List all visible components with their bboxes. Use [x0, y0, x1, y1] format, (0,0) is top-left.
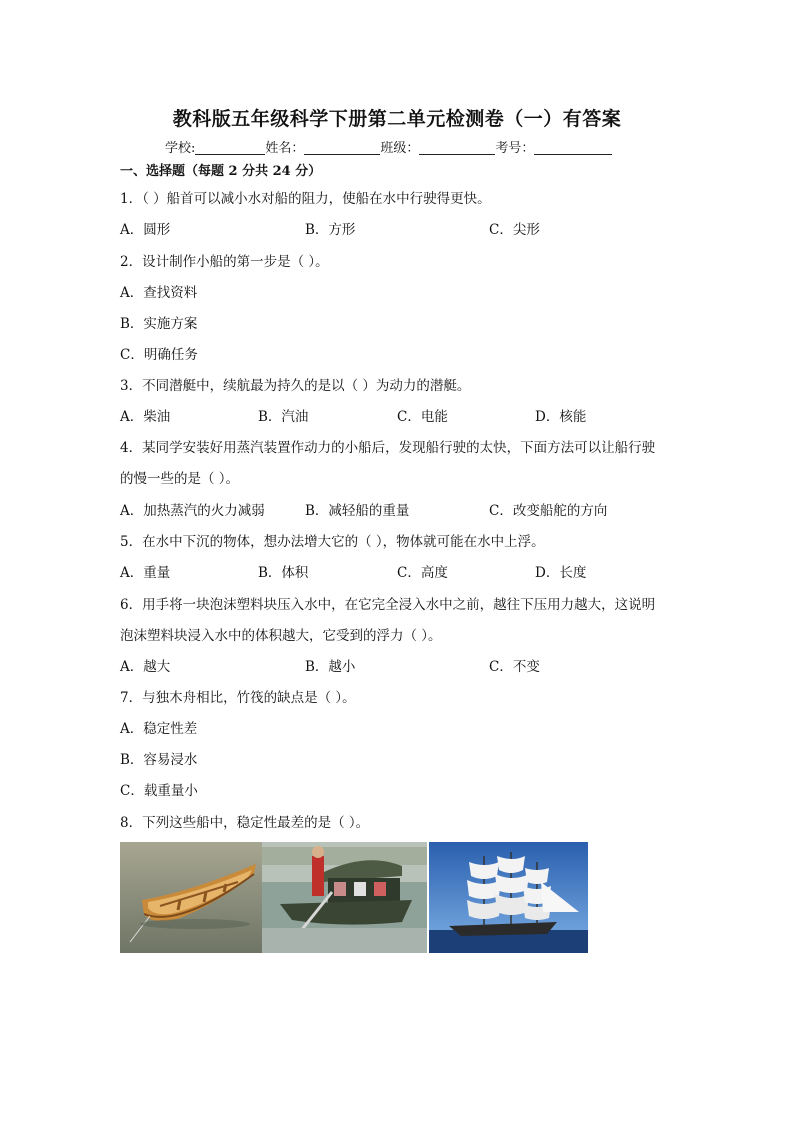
name-label: 姓名： [265, 141, 305, 156]
school-blank[interactable] [195, 140, 265, 155]
question-5-option-a[interactable]: A．重量 [120, 565, 171, 581]
canopy-passenger-boat-photo[interactable] [262, 842, 427, 953]
school-label: 学校: [165, 141, 196, 156]
question-6-stem: 6．用手将一块泡沫塑料块压入水中，在它完全浸入水中之前，越往下压用力越大，这说明 [120, 597, 656, 613]
question-1-option-a[interactable]: A．圆形 [120, 222, 171, 238]
question-6-option-a[interactable]: A．越大 [120, 659, 171, 675]
question-3-option-c[interactable]: C．电能 [397, 409, 448, 425]
question-7-option-b[interactable]: B．容易浸水 [120, 752, 198, 768]
class-label: 班级： [380, 141, 420, 156]
section-heading: 一、选择题（每题 2 分共 24 分） [120, 164, 322, 179]
question-4-option-b[interactable]: B．减轻船的重量 [305, 503, 410, 519]
question-4-stem: 4．某同学安装好用蒸汽装置作动力的小船后，发现船行驶的太快，下面方法可以让船行驶 [120, 440, 656, 456]
question-2-option-b[interactable]: B．实施方案 [120, 316, 198, 332]
number-label: 考号： [495, 141, 535, 156]
wooden-rowboat-photo[interactable] [120, 842, 262, 953]
question-7-option-c[interactable]: C．载重量小 [120, 783, 198, 799]
question-6-stem-continued: 泡沫塑料块浸入水中的体积越大，它受到的浮力（ ）。 [120, 628, 442, 644]
question-1-option-b[interactable]: B．方形 [305, 222, 356, 238]
question-8-stem: 8．下列这些船中，稳定性最差的是（ ）。 [120, 815, 370, 831]
student-info-row [165, 137, 612, 156]
question-7-stem: 7．与独木舟相比，竹筏的缺点是（ ）。 [120, 690, 356, 706]
question-5-stem: 5．在水中下沉的物体，想办法增大它的（ ），物体就可能在水中上浮。 [120, 534, 545, 550]
question-3-option-d[interactable]: D．核能 [535, 409, 587, 425]
number-blank[interactable] [534, 140, 612, 155]
question-6-option-b[interactable]: B．越小 [305, 659, 356, 675]
question-4-option-a[interactable]: A．加热蒸汽的火力减弱 [120, 503, 265, 519]
question-5-option-d[interactable]: D．长度 [535, 565, 587, 581]
question-2-option-a[interactable]: A．查找资料 [120, 285, 198, 301]
rowboat-icon [120, 842, 262, 953]
page-title: 教科版五年级科学下册第二单元检测卷（一）有答案 [172, 108, 622, 130]
question-3-option-a[interactable]: A．柴油 [120, 409, 171, 425]
name-blank[interactable] [304, 140, 380, 155]
sailing-ship-icon [429, 842, 588, 953]
class-blank[interactable] [419, 140, 495, 155]
passenger-boat-icon [262, 842, 427, 953]
question-4-stem-continued: 的慢一些的是（ ）。 [120, 471, 240, 487]
question-1-stem: 1．（ ）船首可以减小水对船的阻力，使船在水中行驶得更快。 [120, 191, 491, 207]
question-3-stem: 3．不同潜艇中，续航最为持久的是以（ ）为动力的潜艇。 [120, 378, 471, 394]
question-2-stem: 2．设计制作小船的第一步是（ ）。 [120, 254, 329, 270]
question-4-option-c[interactable]: C．改变船舵的方向 [489, 503, 608, 519]
tall-sailing-ship-photo[interactable] [429, 842, 588, 953]
question-5-option-c[interactable]: C．高度 [397, 565, 448, 581]
question-3-option-b[interactable]: B．汽油 [258, 409, 309, 425]
question-5-option-b[interactable]: B．体积 [258, 565, 309, 581]
question-1-option-c[interactable]: C．尖形 [489, 222, 540, 238]
question-2-option-c[interactable]: C．明确任务 [120, 347, 198, 363]
question-7-option-a[interactable]: A．稳定性差 [120, 721, 198, 737]
question-6-option-c[interactable]: C．不变 [489, 659, 540, 675]
